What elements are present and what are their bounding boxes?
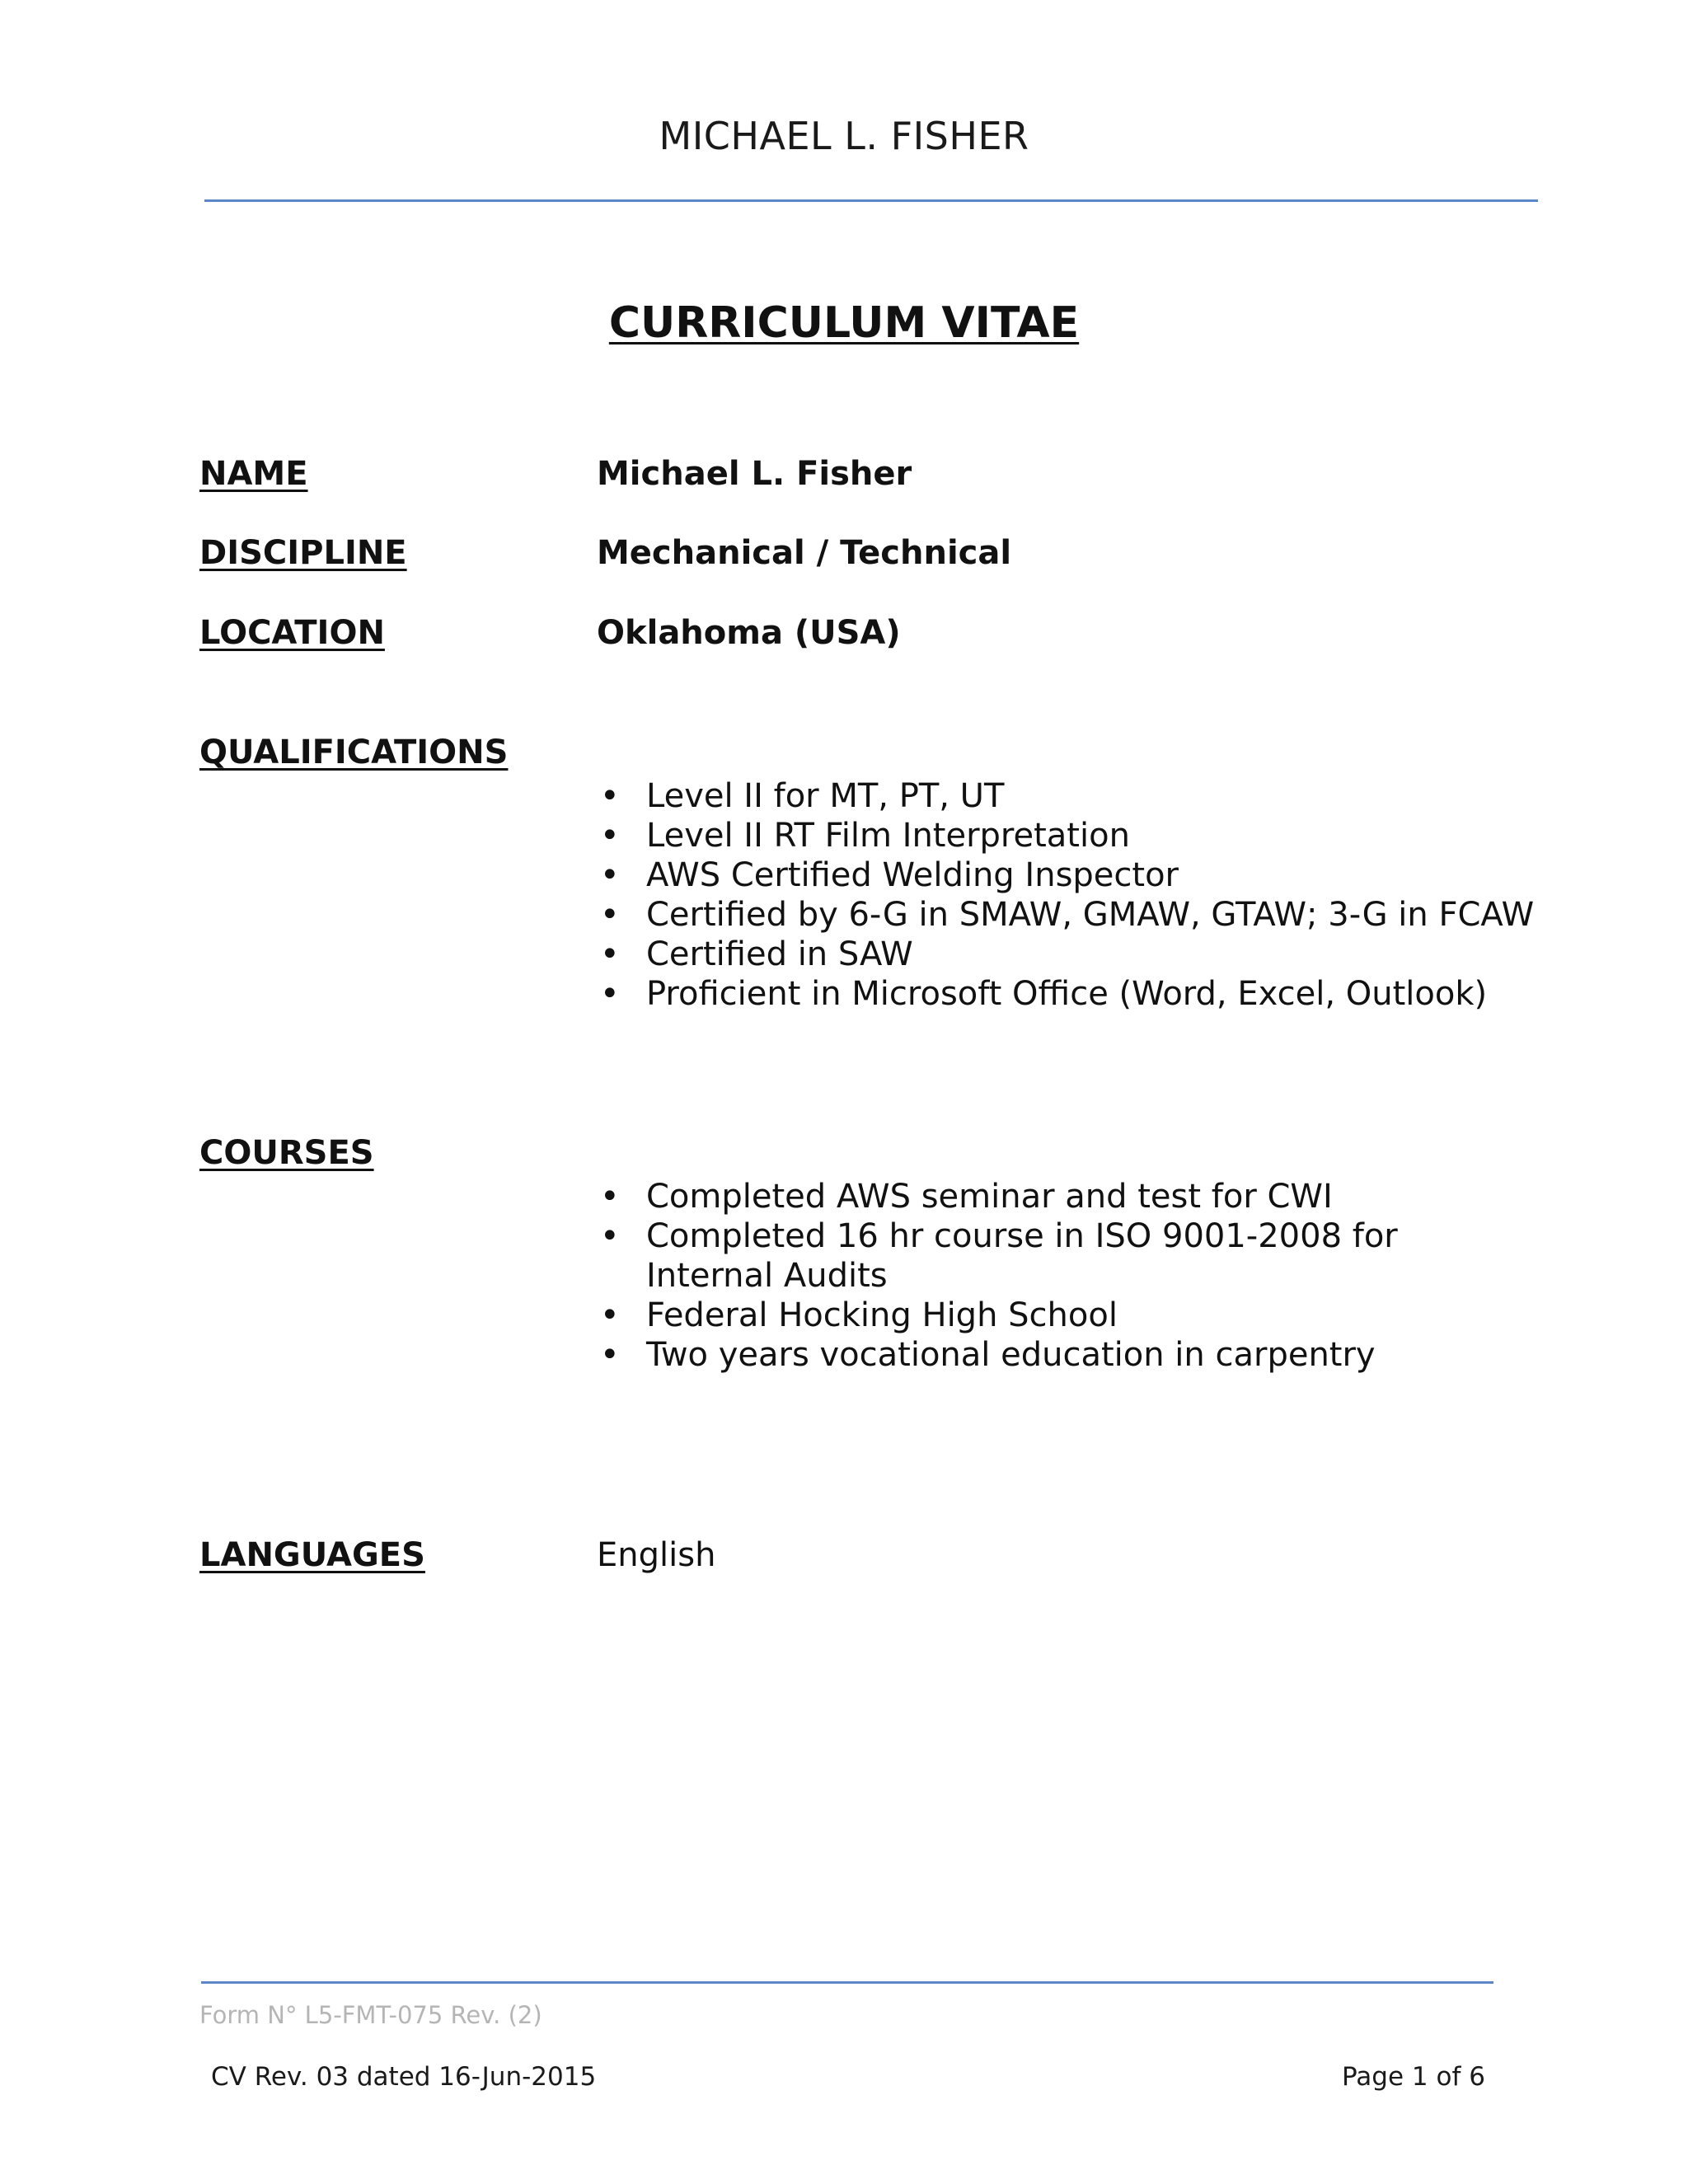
document-title: CURRICULUM VITAE: [608, 298, 1080, 348]
languages-label: LANGUAGES: [199, 1536, 425, 1574]
location-value: Oklahoma (USA): [597, 614, 901, 652]
qualifications-list: [597, 776, 1534, 1014]
location-label: LOCATION: [199, 614, 385, 652]
name-label: NAME: [199, 455, 308, 493]
qualification-item: • Certified by 6-G in SMAW, GMAW, GTAW; 3-G in FCAW: [597, 895, 1534, 935]
courses-list: [597, 1177, 1503, 1375]
courses-label: COURSES: [199, 1134, 374, 1172]
qualification-item: • Certified in SAW: [597, 935, 1534, 974]
cv-revision: CV Rev. 03 dated 16-Jun-2015: [211, 2062, 597, 2092]
qualification-item: • AWS Certified Welding Inspector: [597, 855, 1534, 895]
qualifications-label: QUALIFICATIONS: [199, 733, 509, 771]
course-item: • Completed AWS seminar and test for CWI: [597, 1177, 1503, 1216]
languages-value: English: [597, 1536, 716, 1574]
course-item: • Completed 16 hr course in ISO 9001-2008 for Internal Audits: [597, 1216, 1503, 1296]
qualification-item: • Proficient in Microsoft Office (Word, Excel, Outlook): [597, 974, 1534, 1014]
header-divider: [204, 199, 1538, 202]
qualification-item: • Level II for MT, PT, UT: [597, 776, 1534, 816]
discipline-label: DISCIPLINE: [199, 534, 407, 572]
footer-divider: [201, 1981, 1493, 1984]
qualification-item: • Level II RT Film Interpretation: [597, 816, 1534, 855]
header-name: MICHAEL L. FISHER: [659, 114, 1029, 158]
page-number: Page 1 of 6: [1342, 2062, 1485, 2092]
discipline-value: Mechanical / Technical: [597, 534, 1012, 572]
name-value: Michael L. Fisher: [597, 455, 912, 493]
course-item: • Two years vocational education in carpentry: [597, 1335, 1503, 1375]
form-number: Form N° L5-FMT-075 Rev. (2): [199, 2001, 542, 2029]
course-item: • Federal Hocking High School: [597, 1296, 1503, 1335]
